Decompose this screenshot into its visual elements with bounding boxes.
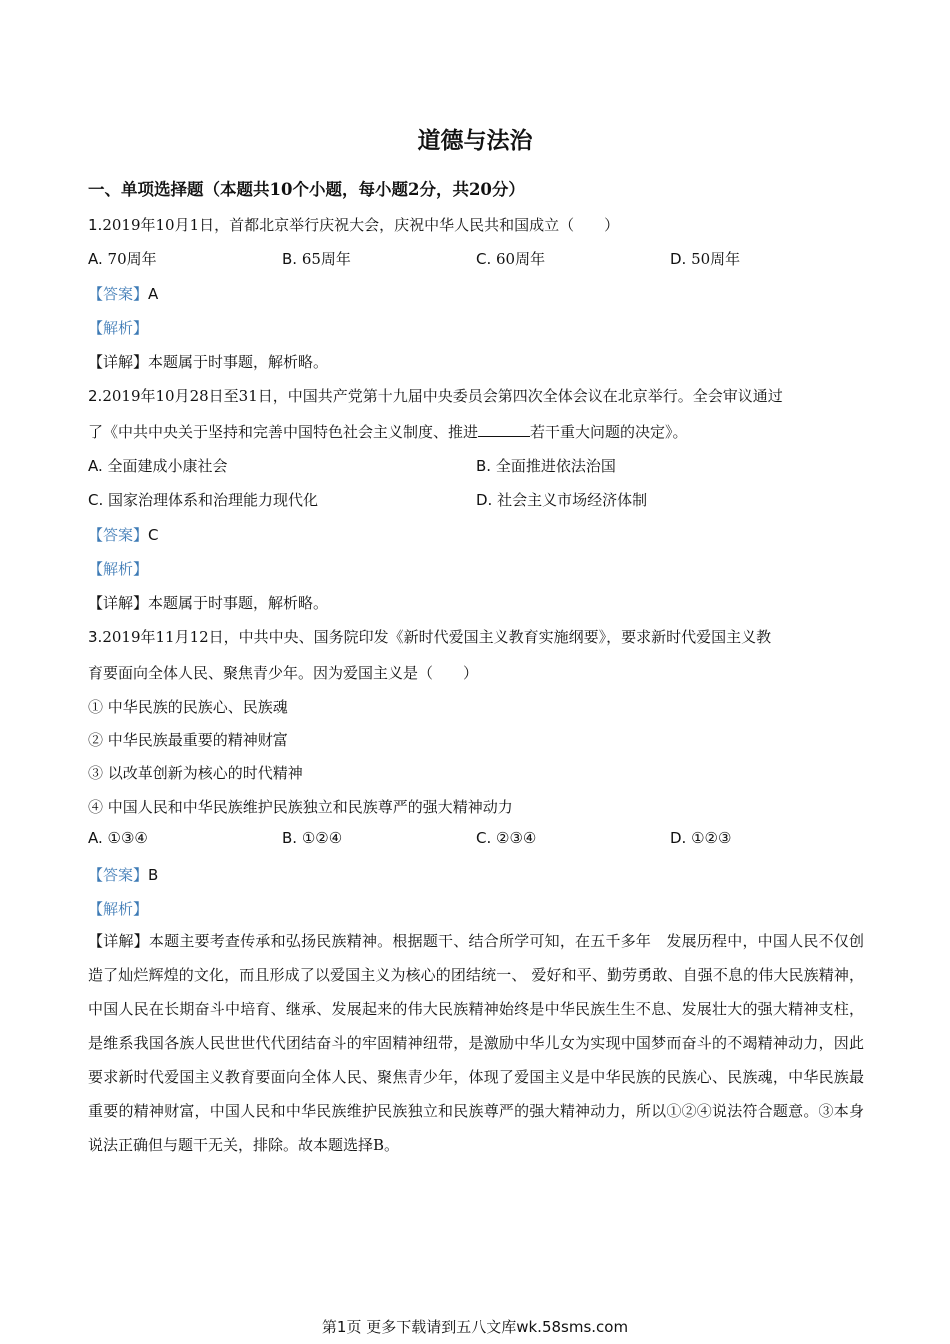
q1-option-a: A. 70周年: [88, 250, 157, 268]
question-3-line-2: 育要面向全体人民、聚焦青少年。因为爱国主义是（ ）: [88, 664, 479, 682]
section-heading: 一、单项选择题（本题共10个小题，每小题2分，共20分）: [88, 180, 525, 199]
q3-option-c: C. ②③④: [476, 829, 537, 847]
q2-option-a: A. 全面建成小康社会: [88, 457, 228, 475]
q3-option-d: D. ①②③: [670, 829, 732, 847]
question-number: 1.: [88, 216, 103, 234]
page-footer: 第1页 更多下载请到五八文库wk.58sms.com: [321, 1318, 629, 1336]
q2-option-b: B. 全面推进依法治国: [476, 457, 616, 475]
q3-item-2: ② 中华民族最重要的精神财富: [88, 731, 288, 749]
page-title: 道德与法治: [417, 127, 533, 154]
q1-analysis: 【解析】: [88, 319, 149, 337]
fill-blank: [478, 422, 530, 437]
q3-option-a: A. ①③④: [88, 829, 148, 847]
q1-option-c: C. 60周年: [476, 250, 546, 268]
q2-option-d: D. 社会主义市场经济体制: [476, 491, 648, 509]
q3-answer: 【答案】B: [88, 866, 159, 884]
q3-analysis: 【解析】: [88, 900, 149, 918]
question-text: 2019年10月1日，首都北京举行庆祝大会，庆祝中华人民共和国成立（ ）: [102, 216, 620, 234]
question-3-line-1: 3.2019年11月12日，中共中央、国务院印发《新时代爱国主义教育实施纲要》，要求新时代爱国主义教: [88, 628, 772, 646]
q2-detail: 【详解】本题属于时事题，解析略。: [88, 594, 329, 612]
q1-option-d: D. 50周年: [670, 250, 741, 268]
q1-option-b: B. 65周年: [282, 250, 351, 268]
q2-answer: 【答案】C: [88, 526, 159, 544]
q3-item-1: ① 中华民族的民族心、民族魂: [88, 698, 288, 716]
q2-option-c: C. 国家治理体系和治理能力现代化: [88, 491, 319, 509]
q1-detail: 【详解】本题属于时事题，解析略。: [88, 353, 329, 371]
q1-answer: 【答案】A: [88, 285, 159, 303]
question-2-line-1: 2.2019年10月28日至31日，中国共产党第十九届中央委员会第四次全体会议在北京举行。全会审议通过: [88, 387, 783, 405]
question-1: [88, 214, 619, 235]
q3-detail: 【详解】本题主要考查传承和弘扬民族精神。根据题干、结合所学可知，在五千多年 发展历程中，中国人民不仅创造了灿烂辉煌的文化，而且形成了以爱国主义为核心的团结统一、 爱好和平、勤劳勇敢、自强不息的伟大民族精神，中国人民在长期奋斗中培育、继承、发展起来的伟大民族精神始终是中华民族生生不息、发展壮大的强大精神支柱，是维系我国各族人民世世代代团结奋斗的牢固精神纽带，是激励中华儿女为实现中国梦而奋斗的不竭精神动力，因此要求新时代爱国主义教育要面向全体人民、聚焦青少年，体现了爱国主义是中华民族的民族心、民族魂，中华民族最重要的精神财富，中国人民和中华民族维护民族独立和民族尊严的强大精神动力，所以①②④说法符合题意。③本身说法正确但与题干无关，排除。故本题选择B。: [88, 932, 864, 1154]
question-2-line-2: 了《中共中央关于坚持和完善中国特色社会主义制度、推进 若干重大问题的决定》。: [88, 423, 688, 441]
q3-option-b: B. ①②④: [282, 829, 343, 847]
q3-item-4: ④ 中国人民和中华民族维护民族独立和民族尊严的强大精神动力: [88, 798, 513, 816]
q3-item-3: ③ 以改革创新为核心的时代精神: [88, 764, 303, 782]
q2-analysis: 【解析】: [88, 560, 149, 578]
